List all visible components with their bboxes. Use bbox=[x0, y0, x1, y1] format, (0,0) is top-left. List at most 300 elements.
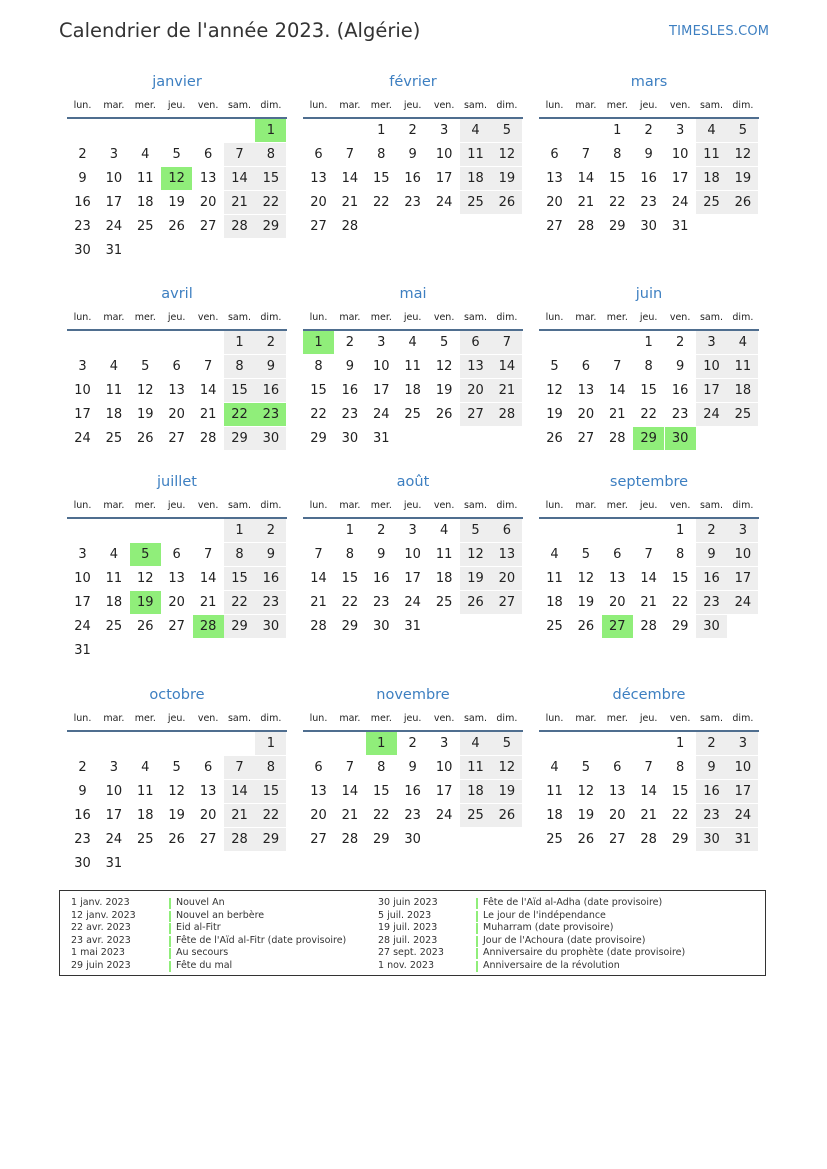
month-name: mai bbox=[399, 286, 427, 302]
month-name: novembre bbox=[376, 687, 450, 703]
legend-date: 22 avr. 2023 bbox=[71, 922, 131, 934]
day-cell: 22 bbox=[373, 808, 390, 823]
day-cell: 7 bbox=[203, 359, 213, 374]
day-cell: 9 bbox=[696, 543, 727, 566]
day-cell: 11 bbox=[460, 143, 491, 166]
day-cell: 7 bbox=[345, 760, 355, 775]
day-cell: 12 bbox=[491, 756, 522, 779]
day-cell: 2 bbox=[255, 331, 286, 354]
day-cell: 30 bbox=[404, 832, 421, 847]
weekday-label: mar. bbox=[575, 312, 597, 323]
legend-name: Au secours bbox=[176, 947, 229, 959]
day-cell: 6 bbox=[581, 359, 591, 374]
day-cell: 1 bbox=[675, 523, 685, 538]
day-cell: 5 bbox=[581, 547, 591, 562]
day-cell: 3 bbox=[377, 335, 386, 350]
day-cell: 13 bbox=[491, 543, 522, 566]
day-cell: 18 bbox=[696, 167, 727, 190]
day-cell-holiday: 12 bbox=[161, 167, 192, 190]
day-cell: 19 bbox=[577, 595, 595, 610]
day-cell: 23 bbox=[696, 804, 727, 827]
weekday-label: mer. bbox=[370, 312, 392, 323]
holiday-legend bbox=[59, 890, 766, 976]
weekday-label: mer. bbox=[134, 713, 156, 724]
day-cell: 15 bbox=[671, 571, 689, 586]
day-cell: 28 bbox=[640, 619, 657, 634]
day-cell: 6 bbox=[172, 547, 181, 562]
weekday-label: jeu. bbox=[167, 500, 186, 511]
day-cell: 29 bbox=[373, 832, 390, 847]
day-cell: 31 bbox=[727, 828, 758, 851]
day-cell: 11 bbox=[137, 784, 154, 799]
day-cell: 26 bbox=[435, 407, 453, 422]
day-cell: 17 bbox=[435, 171, 453, 186]
day-cell: 24 bbox=[74, 431, 91, 446]
weekday-label: sam. bbox=[227, 713, 252, 724]
day-cell: 1 bbox=[224, 519, 255, 542]
weekday-label: lun. bbox=[73, 100, 92, 111]
day-cell: 30 bbox=[74, 856, 91, 871]
day-cell: 6 bbox=[314, 147, 323, 162]
day-cell: 5 bbox=[491, 119, 522, 142]
day-cell: 12 bbox=[491, 143, 522, 166]
weekday-label: sam. bbox=[227, 100, 252, 111]
day-cell: 4 bbox=[141, 760, 150, 775]
day-cell: 7 bbox=[203, 547, 213, 562]
day-cell: 18 bbox=[435, 571, 453, 586]
day-cell: 25 bbox=[435, 595, 453, 610]
day-cell: 15 bbox=[224, 567, 255, 590]
day-cell: 20 bbox=[546, 195, 563, 210]
day-cell: 16 bbox=[404, 171, 421, 186]
day-cell: 18 bbox=[137, 195, 154, 210]
month-name: septembre bbox=[609, 474, 689, 490]
day-cell: 20 bbox=[310, 195, 327, 210]
day-cell: 21 bbox=[310, 595, 327, 610]
weekday-label: lun. bbox=[73, 713, 92, 724]
legend-name: Anniversaire de la révolution bbox=[483, 960, 620, 971]
day-cell: 8 bbox=[255, 756, 286, 779]
day-cell: 1 bbox=[345, 523, 355, 538]
day-cell: 10 bbox=[671, 147, 689, 162]
day-cell: 26 bbox=[460, 591, 491, 614]
day-cell: 7 bbox=[581, 147, 591, 162]
day-cell: 14 bbox=[640, 784, 657, 799]
weekday-label: jeu. bbox=[403, 312, 422, 323]
day-cell: 8 bbox=[255, 143, 286, 166]
day-cell: 23 bbox=[341, 407, 359, 422]
legend-date: 5 juil. 2023 bbox=[378, 909, 432, 921]
day-cell-holiday: 30 bbox=[665, 427, 696, 450]
day-cell: 31 bbox=[671, 219, 689, 234]
weekday-label: lun. bbox=[309, 312, 328, 323]
day-cell: 26 bbox=[577, 619, 595, 634]
day-cell: 21 bbox=[609, 407, 626, 422]
day-cell: 7 bbox=[644, 760, 653, 775]
day-cell-holiday: 19 bbox=[130, 591, 161, 614]
day-cell: 13 bbox=[168, 383, 185, 398]
weekday-label: mar. bbox=[103, 500, 125, 511]
day-cell: 24 bbox=[435, 195, 453, 210]
holiday-marker-icon bbox=[476, 936, 478, 947]
day-cell: 15 bbox=[640, 383, 657, 398]
day-cell: 3 bbox=[439, 123, 449, 138]
day-cell: 12 bbox=[577, 784, 595, 799]
weekday-label: dim. bbox=[732, 312, 754, 323]
day-cell: 25 bbox=[460, 191, 491, 214]
weekday-label: ven. bbox=[669, 312, 691, 323]
day-cell: 4 bbox=[109, 359, 119, 374]
day-cell: 24 bbox=[696, 403, 727, 426]
day-cell: 17 bbox=[373, 383, 390, 398]
weekday-label: mar. bbox=[575, 100, 597, 111]
day-cell: 11 bbox=[727, 355, 758, 378]
day-cell: 19 bbox=[491, 167, 522, 190]
day-cell: 16 bbox=[640, 171, 657, 186]
day-cell: 26 bbox=[168, 832, 185, 847]
day-cell: 20 bbox=[609, 808, 626, 823]
day-cell: 4 bbox=[460, 732, 491, 755]
day-cell: 20 bbox=[310, 808, 327, 823]
day-cell: 21 bbox=[341, 808, 359, 823]
day-cell: 2 bbox=[78, 147, 87, 162]
legend-name: Fête de l'Aïd al-Adha (date provisoire) bbox=[483, 897, 663, 908]
day-cell: 17 bbox=[727, 780, 758, 803]
day-cell-holiday: 1 bbox=[303, 331, 334, 354]
day-cell: 6 bbox=[172, 359, 181, 374]
day-cell: 24 bbox=[727, 804, 758, 827]
legend-date: 1 mai 2023 bbox=[71, 947, 125, 959]
day-cell: 12 bbox=[168, 784, 185, 799]
month-name: juin bbox=[635, 286, 663, 302]
day-cell: 13 bbox=[310, 171, 327, 186]
day-cell: 16 bbox=[74, 195, 91, 210]
day-cell: 18 bbox=[727, 379, 758, 402]
weekday-label: dim. bbox=[496, 500, 518, 511]
day-cell: 16 bbox=[74, 808, 91, 823]
weekday-label: lun. bbox=[545, 100, 564, 111]
day-cell: 15 bbox=[373, 784, 390, 799]
day-cell: 20 bbox=[168, 407, 185, 422]
day-cell: 25 bbox=[460, 804, 491, 827]
day-cell: 17 bbox=[727, 567, 758, 590]
day-cell-holiday: 5 bbox=[130, 543, 161, 566]
day-cell: 18 bbox=[546, 595, 563, 610]
day-cell: 11 bbox=[546, 784, 563, 799]
day-cell: 30 bbox=[696, 615, 727, 638]
day-cell: 12 bbox=[546, 383, 563, 398]
weekday-label: dim. bbox=[732, 713, 754, 724]
day-cell: 8 bbox=[377, 147, 386, 162]
day-cell: 16 bbox=[671, 383, 689, 398]
day-cell: 13 bbox=[168, 571, 185, 586]
day-cell: 15 bbox=[671, 784, 689, 799]
holiday-marker-icon bbox=[169, 948, 171, 959]
day-cell: 11 bbox=[137, 171, 154, 186]
day-cell: 14 bbox=[577, 171, 595, 186]
day-cell: 9 bbox=[345, 359, 355, 374]
day-cell: 16 bbox=[696, 780, 727, 803]
day-cell: 7 bbox=[613, 359, 622, 374]
day-cell: 7 bbox=[314, 547, 323, 562]
legend-date: 23 avr. 2023 bbox=[71, 934, 131, 946]
day-cell: 2 bbox=[78, 760, 87, 775]
weekday-label: lun. bbox=[309, 713, 328, 724]
day-cell: 23 bbox=[696, 591, 727, 614]
day-cell: 11 bbox=[696, 143, 727, 166]
holiday-marker-icon bbox=[169, 898, 171, 909]
day-cell: 9 bbox=[675, 359, 685, 374]
day-cell: 13 bbox=[546, 171, 563, 186]
day-cell: 10 bbox=[727, 756, 758, 779]
day-cell: 5 bbox=[172, 147, 181, 162]
day-cell: 27 bbox=[310, 832, 327, 847]
day-cell: 9 bbox=[255, 543, 286, 566]
day-cell: 22 bbox=[671, 808, 689, 823]
day-cell: 29 bbox=[671, 832, 689, 847]
day-cell: 19 bbox=[460, 567, 491, 590]
day-cell: 1 bbox=[675, 736, 685, 751]
weekday-label: ven. bbox=[197, 312, 219, 323]
holiday-marker-icon bbox=[169, 936, 171, 947]
day-cell: 19 bbox=[577, 808, 595, 823]
day-cell: 8 bbox=[224, 355, 255, 378]
day-cell: 8 bbox=[345, 547, 355, 562]
weekday-label: dim. bbox=[260, 312, 282, 323]
weekday-label: dim. bbox=[732, 100, 754, 111]
legend-date: 30 juin 2023 bbox=[378, 897, 438, 908]
site-link[interactable]: TIMESLES.COM bbox=[669, 24, 770, 39]
day-cell: 19 bbox=[137, 407, 154, 422]
legend-name: Jour de l'Achoura (date provisoire) bbox=[483, 934, 646, 946]
day-cell: 5 bbox=[172, 760, 181, 775]
day-cell: 3 bbox=[439, 736, 449, 751]
day-cell: 13 bbox=[310, 784, 327, 799]
day-cell: 28 bbox=[609, 431, 626, 446]
day-cell: 10 bbox=[105, 171, 123, 186]
weekday-label: ven. bbox=[433, 713, 455, 724]
weekday-label: mer. bbox=[134, 312, 156, 323]
day-cell: 9 bbox=[377, 547, 386, 562]
day-cell: 25 bbox=[137, 832, 154, 847]
day-cell: 1 bbox=[613, 123, 622, 138]
day-cell: 13 bbox=[199, 784, 217, 799]
weekday-label: sam. bbox=[699, 100, 724, 111]
day-cell: 23 bbox=[255, 591, 286, 614]
weekday-label: lun. bbox=[73, 500, 92, 511]
day-cell: 18 bbox=[546, 808, 563, 823]
day-cell: 21 bbox=[577, 195, 595, 210]
day-cell: 15 bbox=[609, 171, 626, 186]
day-cell-holiday: 27 bbox=[602, 615, 633, 638]
day-cell: 4 bbox=[550, 547, 559, 562]
day-cell: 23 bbox=[404, 808, 421, 823]
legend-date: 28 juil. 2023 bbox=[378, 934, 438, 946]
day-cell: 27 bbox=[609, 832, 626, 847]
day-cell: 27 bbox=[491, 591, 522, 614]
day-cell: 10 bbox=[435, 147, 453, 162]
weekday-label: mar. bbox=[339, 500, 361, 511]
day-cell: 9 bbox=[408, 147, 417, 162]
day-cell: 28 bbox=[199, 431, 217, 446]
day-cell: 8 bbox=[377, 760, 386, 775]
day-cell: 7 bbox=[491, 331, 522, 354]
weekday-label: dim. bbox=[260, 500, 282, 511]
day-cell: 26 bbox=[137, 619, 154, 634]
day-cell: 9 bbox=[78, 784, 87, 799]
day-cell: 12 bbox=[577, 571, 595, 586]
weekday-label: jeu. bbox=[639, 500, 658, 511]
day-cell: 6 bbox=[550, 147, 559, 162]
weekday-label: sam. bbox=[463, 312, 488, 323]
day-cell: 1 bbox=[224, 331, 255, 354]
legend-name: Nouvel an berbère bbox=[176, 909, 265, 921]
day-cell: 3 bbox=[109, 147, 119, 162]
day-cell: 6 bbox=[613, 547, 622, 562]
legend-name: Anniversaire du prophète (date provisoire) bbox=[483, 947, 686, 959]
day-cell: 8 bbox=[644, 359, 653, 374]
legend-date: 29 juin 2023 bbox=[71, 960, 131, 971]
day-cell: 12 bbox=[727, 143, 758, 166]
day-cell: 12 bbox=[137, 571, 154, 586]
day-cell: 7 bbox=[224, 143, 255, 166]
day-cell: 13 bbox=[460, 355, 491, 378]
day-cell: 10 bbox=[727, 543, 758, 566]
day-cell: 9 bbox=[644, 147, 653, 162]
day-cell: 22 bbox=[255, 804, 286, 827]
day-cell: 26 bbox=[546, 431, 563, 446]
weekday-label: mer. bbox=[370, 100, 392, 111]
weekday-label: sam. bbox=[699, 713, 724, 724]
weekday-label: ven. bbox=[669, 500, 691, 511]
day-cell: 23 bbox=[74, 219, 91, 234]
day-cell: 25 bbox=[546, 619, 563, 634]
day-cell: 3 bbox=[727, 519, 758, 542]
day-cell: 9 bbox=[408, 760, 417, 775]
day-cell: 17 bbox=[74, 407, 91, 422]
day-cell: 2 bbox=[696, 732, 727, 755]
day-cell: 15 bbox=[341, 571, 359, 586]
day-cell: 10 bbox=[435, 760, 453, 775]
weekday-label: sam. bbox=[463, 100, 488, 111]
day-cell-holiday: 28 bbox=[193, 615, 224, 638]
day-cell: 28 bbox=[341, 219, 359, 234]
day-cell: 17 bbox=[435, 784, 453, 799]
day-cell: 22 bbox=[640, 407, 657, 422]
day-cell: 22 bbox=[671, 595, 689, 610]
weekday-label: dim. bbox=[496, 713, 518, 724]
day-cell: 22 bbox=[224, 591, 255, 614]
day-cell-holiday: 22 bbox=[224, 403, 255, 426]
day-cell: 10 bbox=[373, 359, 390, 374]
day-cell: 27 bbox=[168, 431, 185, 446]
day-cell: 29 bbox=[224, 615, 255, 638]
day-cell: 17 bbox=[105, 195, 123, 210]
weekday-label: ven. bbox=[433, 312, 455, 323]
day-cell: 23 bbox=[404, 195, 421, 210]
day-cell: 26 bbox=[727, 191, 758, 214]
day-cell: 23 bbox=[671, 407, 689, 422]
day-cell: 15 bbox=[373, 171, 390, 186]
weekday-label: ven. bbox=[669, 100, 691, 111]
day-cell: 7 bbox=[345, 147, 355, 162]
month-name: juillet bbox=[157, 474, 197, 490]
weekday-label: ven. bbox=[669, 713, 691, 724]
weekday-label: mar. bbox=[575, 713, 597, 724]
legend-date: 1 nov. 2023 bbox=[378, 960, 434, 971]
day-cell: 15 bbox=[255, 780, 286, 803]
weekday-label: sam. bbox=[699, 312, 724, 323]
day-cell: 6 bbox=[314, 760, 323, 775]
day-cell: 23 bbox=[74, 832, 91, 847]
day-cell: 24 bbox=[671, 195, 689, 210]
day-cell: 17 bbox=[105, 808, 123, 823]
day-cell: 9 bbox=[255, 355, 286, 378]
day-cell: 15 bbox=[310, 383, 327, 398]
weekday-label: mer. bbox=[606, 500, 628, 511]
day-cell: 3 bbox=[727, 732, 758, 755]
weekday-label: jeu. bbox=[167, 100, 186, 111]
weekday-rule bbox=[67, 730, 287, 732]
weekday-label: sam. bbox=[699, 500, 724, 511]
day-cell: 25 bbox=[404, 407, 421, 422]
day-cell: 24 bbox=[435, 808, 453, 823]
day-cell: 14 bbox=[199, 383, 217, 398]
day-cell: 3 bbox=[696, 331, 727, 354]
day-cell: 20 bbox=[577, 407, 595, 422]
day-cell: 20 bbox=[609, 595, 626, 610]
holiday-marker-icon bbox=[476, 898, 478, 909]
weekday-label: sam. bbox=[463, 713, 488, 724]
weekday-label: sam. bbox=[227, 312, 252, 323]
weekday-label: jeu. bbox=[639, 100, 658, 111]
day-cell: 6 bbox=[491, 519, 522, 542]
day-cell: 15 bbox=[224, 379, 255, 402]
holiday-marker-icon bbox=[169, 961, 171, 972]
day-cell: 8 bbox=[314, 359, 323, 374]
day-cell: 5 bbox=[141, 359, 150, 374]
day-cell: 26 bbox=[491, 804, 522, 827]
day-cell: 21 bbox=[224, 191, 255, 214]
weekday-label: ven. bbox=[197, 100, 219, 111]
weekday-label: dim. bbox=[496, 312, 518, 323]
day-cell: 10 bbox=[74, 383, 91, 398]
day-cell: 7 bbox=[644, 547, 653, 562]
day-cell: 22 bbox=[310, 407, 327, 422]
day-cell: 8 bbox=[675, 547, 685, 562]
holiday-marker-icon bbox=[476, 911, 478, 922]
day-cell: 14 bbox=[224, 167, 255, 190]
day-cell: 27 bbox=[199, 832, 217, 847]
weekday-label: jeu. bbox=[167, 312, 186, 323]
day-cell: 4 bbox=[439, 523, 449, 538]
month-name: janvier bbox=[152, 74, 202, 90]
day-cell: 5 bbox=[550, 359, 559, 374]
day-cell: 27 bbox=[546, 219, 563, 234]
weekday-label: mer. bbox=[606, 713, 628, 724]
day-cell: 25 bbox=[105, 431, 123, 446]
day-cell: 20 bbox=[491, 567, 522, 590]
day-cell: 25 bbox=[546, 832, 563, 847]
legend-date: 19 juil. 2023 bbox=[378, 922, 438, 934]
day-cell: 24 bbox=[105, 832, 123, 847]
legend-name: Nouvel An bbox=[176, 897, 225, 908]
day-cell: 6 bbox=[203, 760, 213, 775]
day-cell-holiday: 1 bbox=[366, 732, 397, 755]
holiday-marker-icon bbox=[169, 923, 171, 934]
day-cell: 3 bbox=[78, 359, 87, 374]
day-cell: 29 bbox=[310, 431, 327, 446]
